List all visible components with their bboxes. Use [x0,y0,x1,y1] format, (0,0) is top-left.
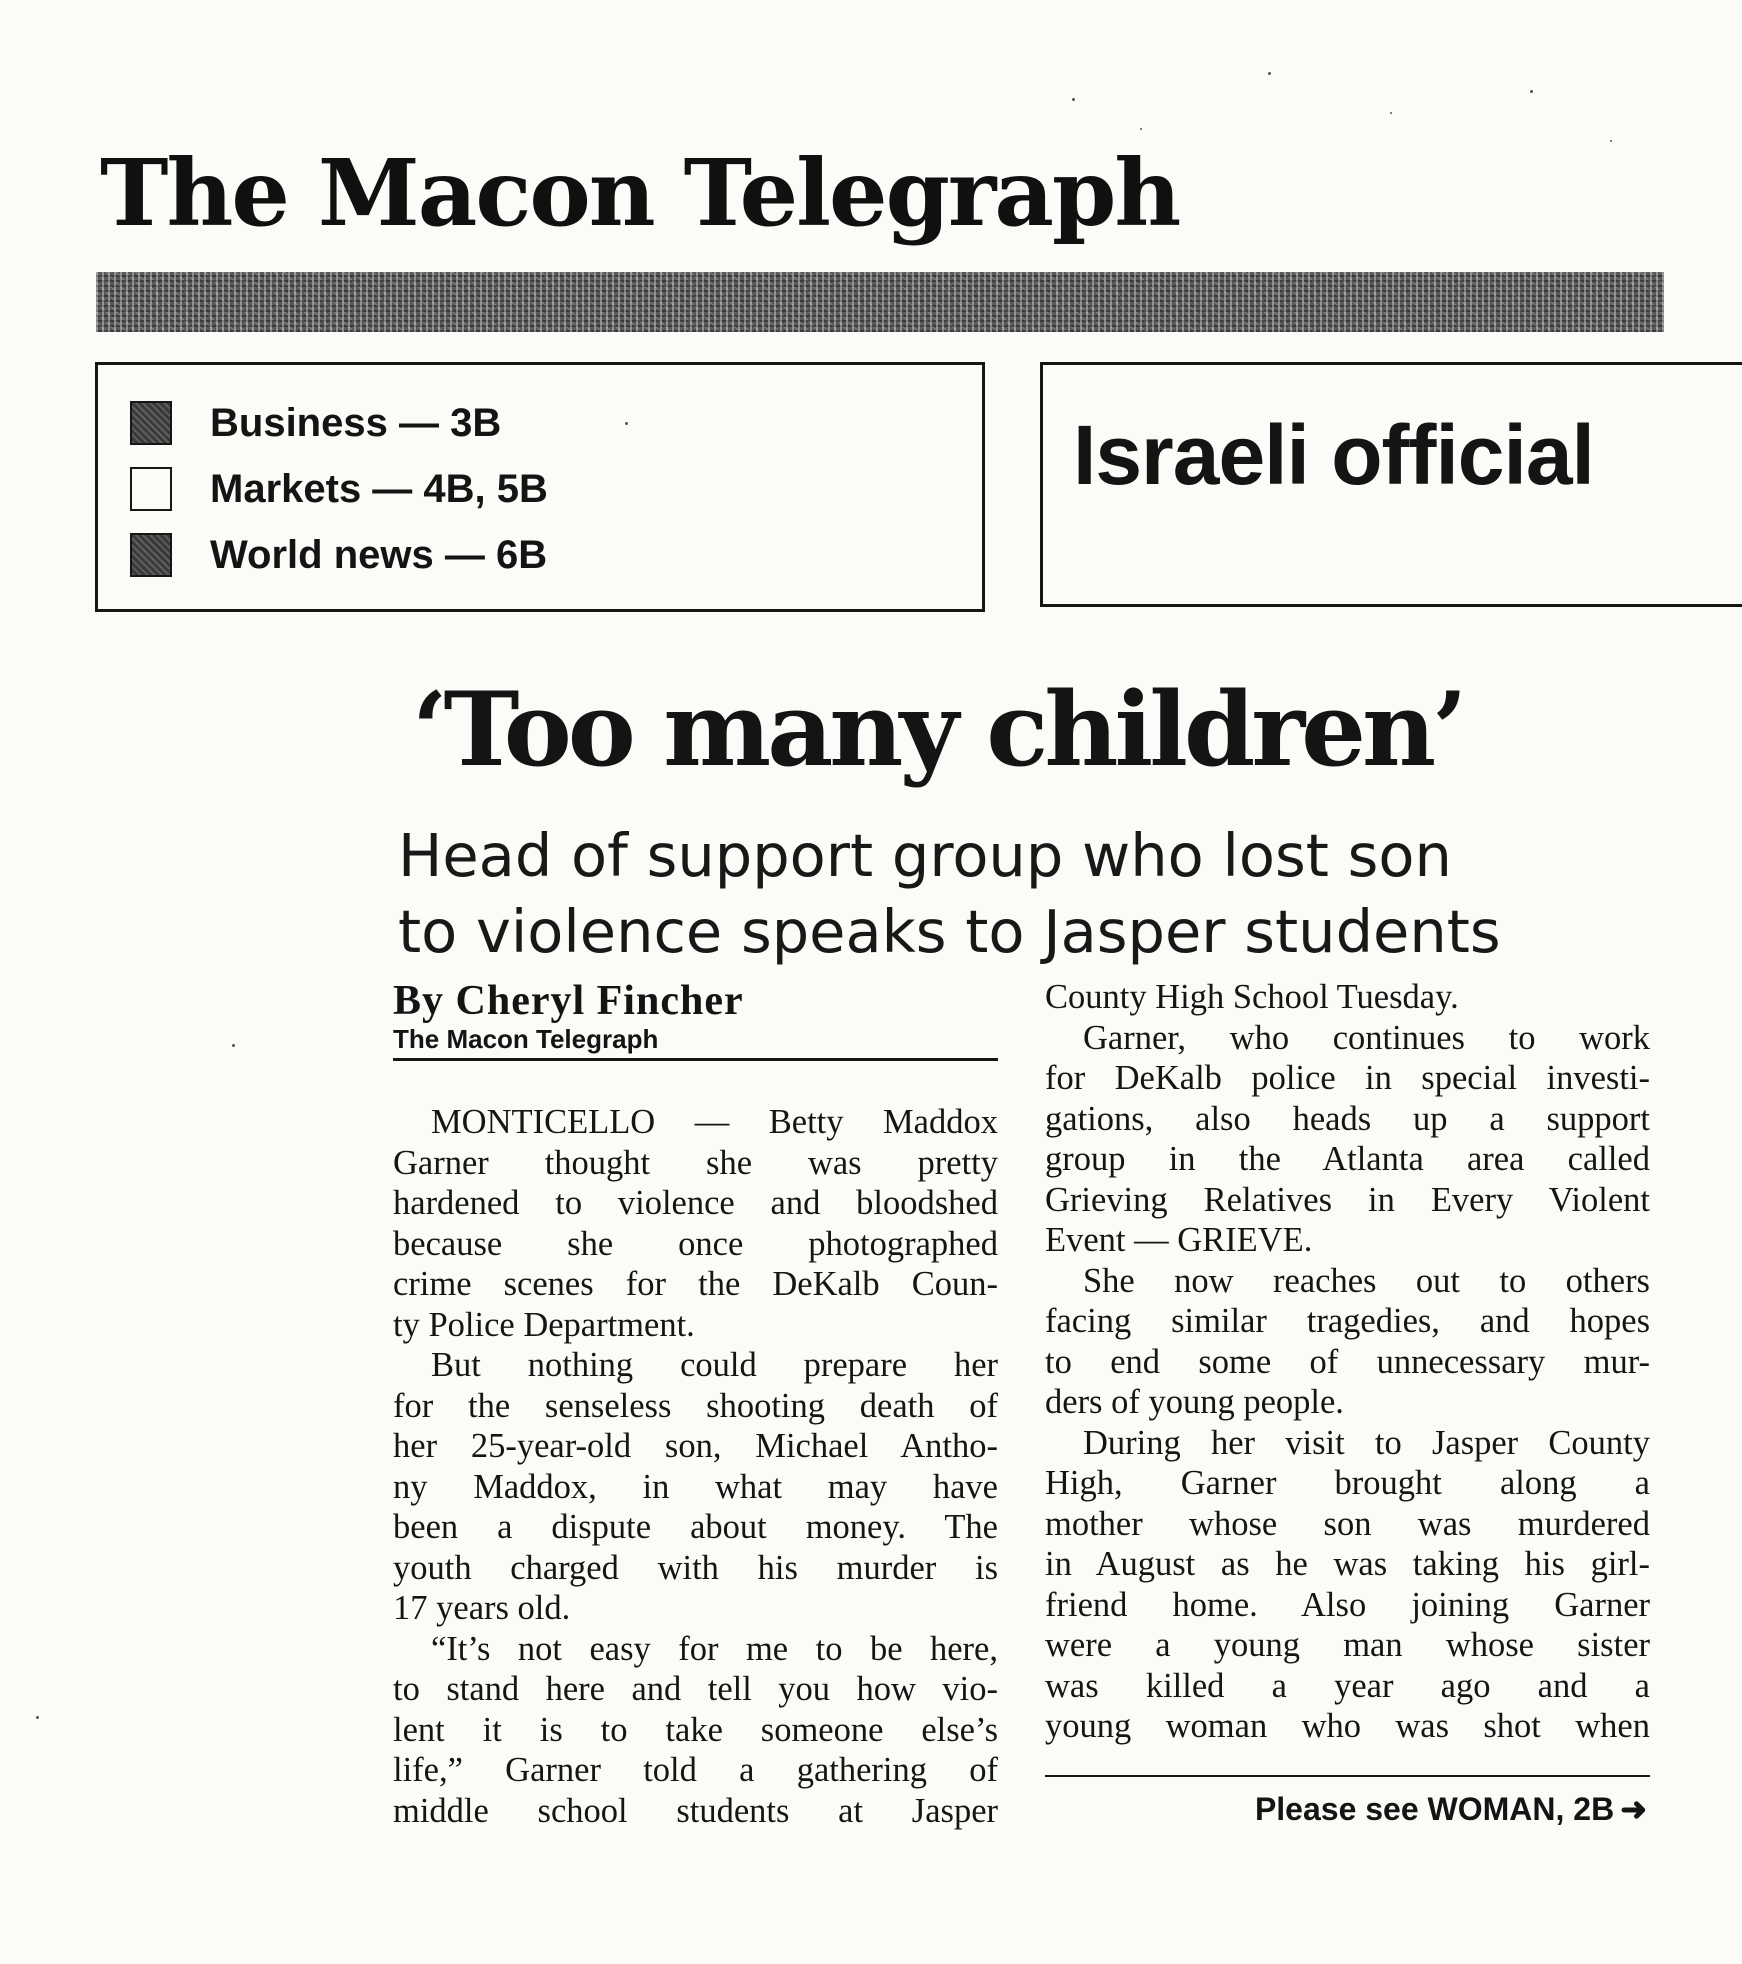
body-line: Garner thought she was pretty [393,1143,998,1182]
index-label: World news — 6B [210,532,548,577]
subheadline-line: to violence speaks to Jasper students [398,897,1501,966]
scan-speck [36,1716,39,1719]
body-line: But nothing could prepare her [431,1346,998,1384]
scan-speck [232,1044,235,1047]
scan-speck [1268,72,1271,75]
body-line: been a dispute about money. The [393,1508,998,1546]
scan-speck [1140,128,1142,130]
body-line: hardened to violence and bloodshed [393,1184,998,1222]
body-line: gations, also heads up a support [1045,1099,1650,1138]
index-label: Markets — 4B, 5B [210,466,548,511]
filled-square-icon [130,401,172,445]
body-line: lent it is to take someone else’s [393,1710,998,1749]
masthead-rule-bar [96,272,1664,332]
right-arrow-icon: ➜ [1620,1791,1647,1827]
body-line: During her visit to Jasper County [1083,1423,1650,1462]
teaser-headline: Israeli official [1073,408,1594,502]
continuation-jump [1187,1790,1647,1828]
index-item-markets [130,461,548,517]
body-line: group in the Atlanta area called [1045,1140,1650,1178]
masthead: The Macon Telegraph [100,139,1180,247]
scan-speck [1530,90,1533,93]
byline-rule [393,1058,998,1061]
scan-speck [1072,98,1075,101]
body-line: MONTICELLO — Betty Maddox [431,1103,998,1141]
body-line: youth charged with his murder is [393,1548,998,1587]
body-line: ty Police Department. [393,1305,695,1344]
body-line: 17 years old. [393,1589,571,1627]
body-line: young woman who was shot when [1045,1707,1650,1745]
body-line: her 25-year-old son, Michael Antho- [393,1427,998,1465]
body-line: Grieving Relatives in Every Violent [1045,1180,1650,1219]
byline-credit: The Macon Telegraph [393,1024,659,1054]
body-line: were a young man whose sister [1045,1626,1650,1664]
body-line: friend home. Also joining Garner [1045,1585,1650,1624]
scan-speck [625,422,628,425]
body-line: mother whose son was murdered [1045,1504,1650,1543]
body-line: because she once photographed [393,1224,998,1263]
body-line: to stand here and tell you how vio- [393,1670,998,1708]
body-line: County High School Tuesday. [1045,978,1459,1016]
body-line: for DeKalb police in special investi- [1045,1059,1650,1097]
jump-rule [1045,1775,1650,1777]
body-line: facing similar tragedies, and hopes [1045,1302,1650,1340]
index-label: Business — 3B [210,400,502,445]
index-item-world-news [130,527,547,583]
body-line: life,” Garner told a gathering of [393,1751,998,1789]
teaser-box [1040,362,1742,607]
article-column-left [393,1102,998,1831]
byline: By Cheryl Fincher [393,978,744,1024]
scan-speck [1390,112,1392,114]
body-line: in August as he was taking his girl- [1045,1545,1650,1583]
body-line: was killed a year ago and a [1045,1666,1650,1705]
body-line: High, Garner brought along a [1045,1464,1650,1502]
index-item-business [130,395,501,451]
body-line: Garner, who continues to work [1083,1018,1650,1057]
body-line: for the senseless shooting death of [393,1386,998,1425]
empty-square-icon [130,467,172,511]
subheadline-line: Head of support group who lost son [398,821,1452,890]
body-line: to end some of unnecessary mur- [1045,1342,1650,1381]
jump-text: Please see WOMAN, 2B [1254,1791,1615,1827]
body-line: middle school students at Jasper [393,1791,998,1830]
scan-speck [1610,140,1612,142]
section-index-box [95,362,985,612]
article-column-right [1045,977,1650,1747]
headline: ‘Too many children’ [412,670,1464,790]
body-line: “It’s not easy for me to be here, [431,1629,998,1668]
filled-square-icon [130,533,172,577]
body-line: ders of young people. [1045,1383,1344,1421]
subheadline [398,818,1698,970]
body-line: ny Maddox, in what may have [393,1467,998,1506]
body-line: She now reaches out to others [1083,1261,1650,1300]
body-line: crime scenes for the DeKalb Coun- [393,1265,998,1303]
body-line: Event — GRIEVE. [1045,1221,1313,1259]
